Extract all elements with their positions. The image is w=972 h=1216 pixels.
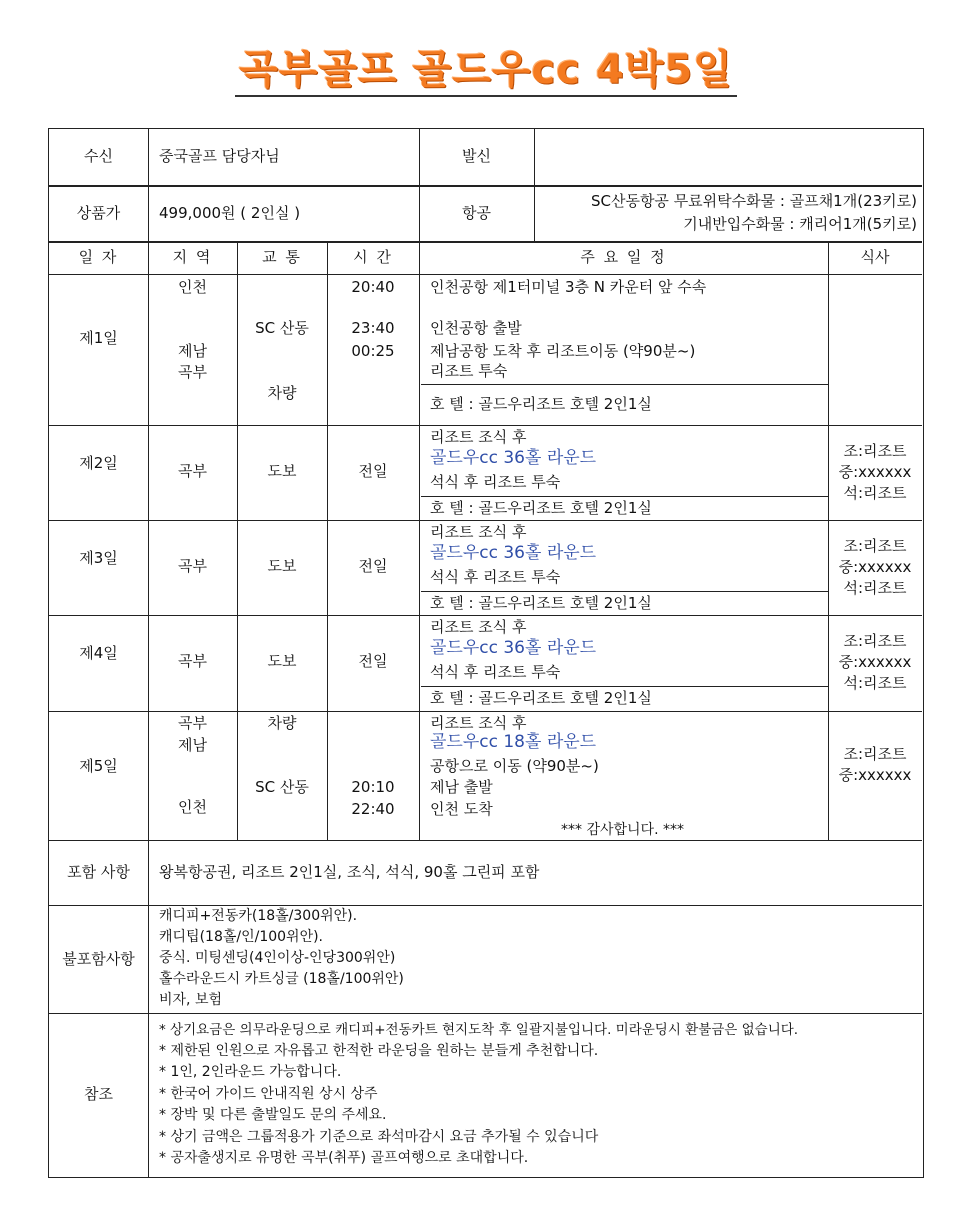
schedule-line: 제남공항 도착 후 리조트이동 (약90분~) [430,342,696,360]
meal-dinner: 석:리조트 [843,674,907,692]
day-label: 제5일 [79,757,118,775]
meal-dinner: 석:리조트 [843,579,907,597]
schedule-line: 리조트 조식 후 [430,428,527,446]
excluded-item: 홀수라운드시 카트싱글 (18홀/100위안) [159,971,404,987]
golf-round-line: 골드우cc 36홀 라운드 [430,638,597,658]
time: 00:25 [351,342,395,360]
note-item: * 상기 금액은 그룹적용가 기준으로 좌석마감시 요금 추가될 수 있습니다 [159,1129,599,1145]
meal-breakfast: 조:리조트 [843,537,907,555]
golf-round-line: 골드우cc 36홀 라운드 [430,543,597,563]
airline-label: 항공 [462,204,491,222]
schedule-line: 리조트 조식 후 [430,523,527,541]
schedule-line: 석식 후 리조트 투숙 [430,663,561,681]
region: 곡부 [178,714,207,732]
meal-lunch: 중:xxxxxx [838,558,912,576]
col-divider [419,241,420,840]
schedule-line: 석식 후 리조트 투숙 [430,568,561,586]
excluded-label: 불포함사항 [62,950,135,968]
region: 곡부 [178,462,207,480]
schedule-line: 공항으로 이동 (약90분~) [430,757,599,775]
col-header-time: 시 간 [353,248,393,266]
col-divider [534,129,535,241]
schedule-line: 인천 도착 [430,800,493,818]
region: 인천 [178,798,207,816]
price-value: 499,000원 ( 2인실 ) [159,204,301,222]
note-item: * 장박 및 다른 출발일도 문의 주세요. [159,1107,387,1123]
meal-lunch: 중:xxxxxx [838,766,912,784]
hotel-divider [421,384,828,385]
row-divider [49,520,922,521]
transport: SC 산동 [255,778,309,796]
transport: SC 산동 [255,319,309,337]
page-title-text: 곡부골프 골드우cc 4박5일 [235,47,737,97]
row-divider [49,185,922,187]
time: 전일 [358,557,388,575]
transport: 도보 [267,652,297,670]
schedule-line: 석식 후 리조트 투숙 [430,473,561,491]
airline-line-1: SC산동항공 무료위탁수화물 : 골프채1개(23키로) [590,192,917,210]
hotel-divider [421,496,828,497]
schedule-line: 리조트 조식 후 [430,714,527,732]
note-item: * 한국어 가이드 안내직원 상시 상주 [159,1086,378,1102]
row-divider [49,425,922,426]
transport: 차량 [267,384,297,402]
col-header-day: 일 자 [78,248,119,266]
region: 곡부 [178,652,207,670]
time: 22:40 [351,800,395,818]
price-label: 상품가 [76,204,121,222]
time: 전일 [358,462,388,480]
note-item: * 공자출생지로 유명한 곡부(취푸) 골프여행으로 초대합니다. [159,1150,529,1166]
excluded-item: 캐디피+전동카(18홀/300위안). [159,908,358,924]
day-label: 제2일 [79,454,118,472]
recipient-value: 중국골프 담당자님 [159,147,280,165]
col-header-transport: 교 통 [262,248,302,266]
transport: 도보 [267,557,297,575]
hotel-line: 호 텔 : 골드우리조트 호텔 2인1실 [430,395,652,413]
schedule-line: 제남 출발 [430,778,493,796]
note-item: * 제한된 인원으로 자유롭고 한적한 라운딩을 원하는 분들게 추천합니다. [159,1043,599,1059]
schedule-line: 리조트 투숙 [430,362,508,380]
schedule-line: 인천공항 제1터미널 3층 N 카운터 앞 수속 [430,278,707,296]
schedule-line: 인천공항 출발 [430,319,522,337]
excluded-item: 비자, 보험 [159,992,222,1008]
region: 인천 [178,278,207,296]
note-item: * 상기요금은 의무라운딩으로 캐디피+전동카트 현지도착 후 일괄지불입니다. 미라운딩시 환불금은 없습니다. [159,1022,799,1038]
excluded-item: 캐디팁(18홀/인/100위안). [159,929,324,945]
row-divider [49,274,922,275]
region: 제남 [178,736,207,754]
row-divider [49,615,922,616]
meal-dinner: 석:리조트 [843,484,907,502]
transport: 차량 [267,714,297,732]
included-text: 왕복항공권, 리조트 2인1실, 조식, 석식, 90홀 그린피 포함 [159,863,540,881]
note-item: * 1인, 2인라운드 가능합니다. [159,1064,342,1080]
golf-round-line: 골드우cc 36홀 라운드 [430,448,597,468]
region: 제남 [178,342,207,360]
itinerary-table [48,128,924,1178]
hotel-divider [421,686,828,687]
row-divider [49,840,922,841]
golf-round-line: 골드우cc 18홀 라운드 [430,732,597,752]
region: 곡부 [178,557,207,575]
hotel-line: 호 텔 : 골드우리조트 호텔 2인1실 [430,594,652,612]
notes-label: 참조 [84,1085,113,1103]
meal-breakfast: 조:리조트 [843,745,907,763]
meal-breakfast: 조:리조트 [843,442,907,460]
col-header-meals: 식사 [860,248,890,266]
airline-line-2: 기내반입수화물 : 캐리어1개(5키로) [683,215,917,233]
excluded-item: 중식. 미팅센딩(4인이상-인당300위안) [159,950,396,966]
sender-label: 발신 [462,147,491,165]
day-label: 제4일 [79,644,118,662]
meal-lunch: 중:xxxxxx [838,653,912,671]
hotel-line: 호 텔 : 골드우리조트 호텔 2인1실 [430,689,652,707]
time: 20:10 [351,778,395,796]
row-divider [49,1013,922,1014]
time: 20:40 [351,278,395,296]
time: 23:40 [351,319,395,337]
meal-lunch: 중:xxxxxx [838,463,912,481]
hotel-divider [421,591,828,592]
day-label: 제3일 [79,549,118,567]
row-divider [49,711,922,712]
closing-message: *** 감사합니다. *** [561,822,684,838]
schedule-line: 리조트 조식 후 [430,618,527,636]
row-divider [49,241,922,243]
page-title [0,38,972,95]
transport: 도보 [267,462,297,480]
time: 전일 [358,652,388,670]
day-label: 제1일 [79,329,118,347]
hotel-line: 호 텔 : 골드우리조트 호텔 2인1실 [430,499,652,517]
region: 곡부 [178,363,207,381]
col-header-schedule: 주 요 일 정 [580,248,667,266]
meal-breakfast: 조:리조트 [843,632,907,650]
recipient-label: 수신 [84,147,113,165]
col-header-region: 지 역 [172,248,213,266]
included-label: 포함 사항 [67,863,130,881]
